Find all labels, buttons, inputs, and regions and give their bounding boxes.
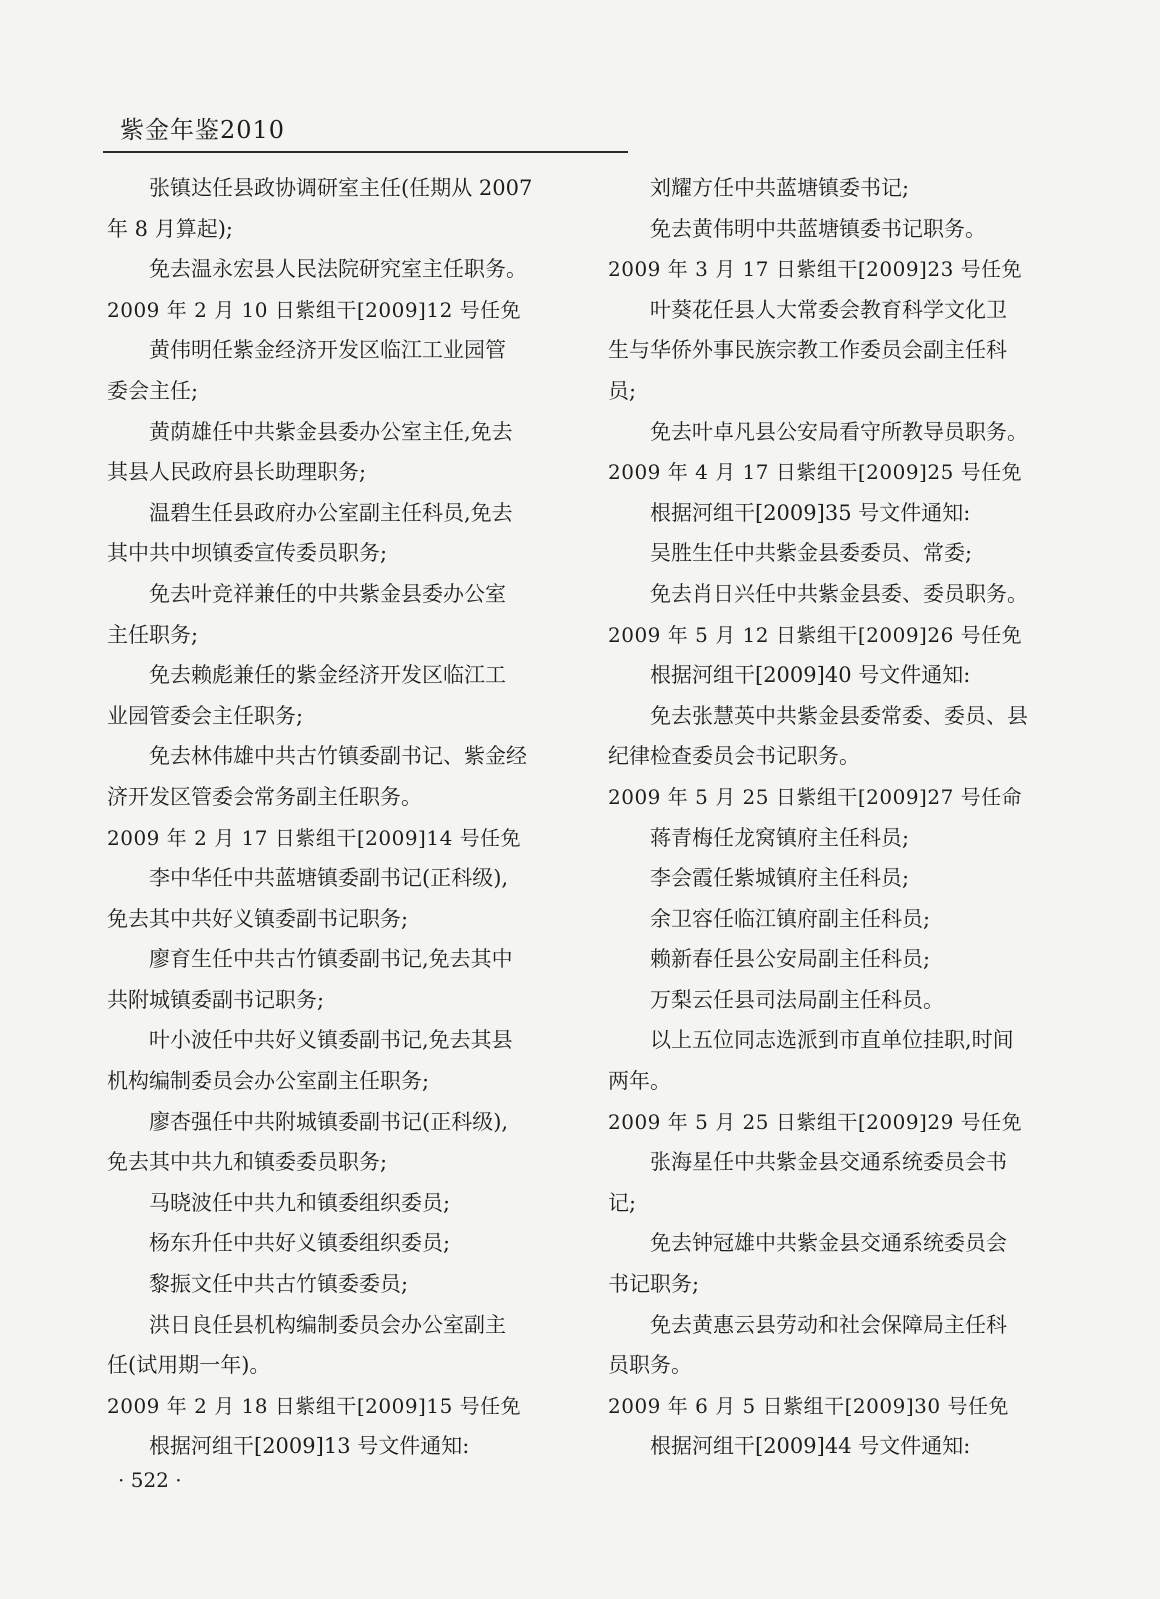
text-line: 叶小波任中共好义镇委副书记,免去其县 [149,1028,513,1053]
text-line: 免去钟冠雄中共紫金县交通系统委员会 [650,1231,1007,1256]
paragraph [608,655,1068,696]
text-line: 济开发区管委会常务副主任职务。 [107,784,422,809]
text-line: 共附城镇委副书记职务; [107,987,325,1012]
text-line: 李中华任中共蓝塘镇委副书记(正科级), [149,866,509,891]
page-header-title: 紫金年鉴2010 [120,116,286,144]
text-line: 免去黄伟明中共蓝塘镇委书记职务。 [650,216,986,241]
text-line: 赖新春任县公安局副主任科员; [650,947,931,972]
text-line: 吴胜生任中共紫金县委委员、常委; [650,541,973,566]
paragraph [107,1426,562,1467]
text-line: 免去肖日兴任中共紫金县委、委员职务。 [650,581,1028,606]
paragraph [608,209,1068,250]
appointment-notice-heading: 2009 年 2 月 17 日紫组干[2009]14 号任免 [107,825,522,850]
appointment-notice-heading: 2009 年 5 月 25 日紫组干[2009]29 号任免 [608,1109,1023,1134]
right-column [608,168,1068,1467]
appointment-notice-heading: 2009 年 6 月 5 日紫组干[2009]30 号任免 [608,1393,1009,1418]
paragraph [608,1223,1068,1304]
text-line: 蒋青梅任龙窝镇府主任科员; [650,825,910,850]
paragraph [608,1305,1068,1386]
paragraph [608,858,1068,899]
text-line: 委会主任; [107,378,199,403]
text-line: 张镇达任县政协调研室主任(任期从 2007 [149,176,533,200]
text-line: 生与华侨外事民族宗教工作委员会副主任科 [608,338,1007,363]
page-number: · 522 · [118,1468,182,1492]
paragraph [608,168,1068,209]
text-line: 免去赖彪兼任的紫金经济开发区临江工 [149,663,506,688]
text-line: 员; [608,378,637,403]
paragraph [608,290,1068,412]
text-line: 叶葵花任县人大常委会教育科学文化卫 [650,297,1007,322]
text-line: 马晓波任中共九和镇委组织委员; [149,1190,451,1215]
header-rule [103,151,628,153]
text-line: 免去温永宏县人民法院研究室主任职务。 [149,257,527,282]
text-line: 根据河组干[2009]44 号文件通知: [650,1434,971,1459]
text-line: 杨东升任中共好义镇委组织委员; [149,1231,451,1256]
paragraph [107,1223,562,1264]
text-line: 员职务。 [608,1353,692,1378]
text-line: 年 8 月算起); [107,216,233,241]
text-line: 万梨云任县司法局副主任科员。 [650,987,944,1012]
paragraph [608,533,1068,574]
paragraph [107,168,562,249]
text-line: 黄荫雄任中共紫金县委办公室主任,免去 [149,419,513,444]
paragraph [107,1102,562,1183]
paragraph [107,1264,562,1305]
text-line: 李会霞任紫城镇府主任科员; [650,866,910,891]
text-line: 纪律检查委员会书记职务。 [608,744,860,769]
text-line: 免去其中共好义镇委副书记职务; [107,906,409,931]
paragraph [608,696,1068,777]
paragraph [107,939,562,1020]
appointment-notice-heading: 2009 年 2 月 10 日紫组干[2009]12 号任免 [107,297,522,322]
paragraph [608,1020,1068,1101]
text-line: 书记职务; [608,1272,700,1297]
text-line: 黄伟明任紫金经济开发区临江工业园管 [149,338,506,363]
text-line: 记; [608,1190,637,1215]
paragraph [608,1142,1068,1223]
text-line: 张海星任中共紫金县交通系统委员会书 [650,1150,1007,1175]
paragraph [608,1426,1068,1467]
text-line: 廖杏强任中共附城镇委副书记(正科级), [149,1109,509,1134]
paragraph [107,574,562,655]
text-line: 温碧生任县政府办公室副主任科员,免去 [149,500,513,525]
text-line: 免去其中共九和镇委委员职务; [107,1150,388,1175]
text-line: 刘耀方任中共蓝塘镇委书记; [650,176,910,200]
paragraph [107,493,562,574]
text-line: 根据河组干[2009]35 号文件通知: [650,500,971,525]
paragraph [107,1183,562,1224]
paragraph [608,412,1068,453]
text-line: 机构编制委员会办公室副主任职务; [107,1069,430,1094]
paragraph [608,939,1068,980]
text-line: 根据河组干[2009]13 号文件通知: [149,1434,470,1459]
paragraph [608,899,1068,940]
paragraph [107,655,562,736]
paragraph [107,330,562,411]
text-line: 免去林伟雄中共古竹镇委副书记、紫金经 [149,744,527,769]
text-line: 免去张慧英中共紫金县委常委、委员、县 [650,703,1028,728]
text-line: 任(试用期一年)。 [107,1353,271,1378]
text-line: 余卫容任临江镇府副主任科员; [650,906,931,931]
text-line: 以上五位同志选派到市直单位挂职,时间 [650,1028,1014,1053]
text-line: 免去黄惠云县劳动和社会保障局主任科 [650,1312,1007,1337]
text-line: 免去叶竞祥兼任的中共紫金县委办公室 [149,581,506,606]
paragraph [608,818,1068,859]
text-line: 根据河组干[2009]40 号文件通知: [650,663,971,688]
text-line: 免去叶卓凡县公安局看守所教导员职务。 [650,419,1028,444]
paragraph [107,1305,562,1386]
text-line: 洪日良任县机构编制委员会办公室副主 [149,1312,506,1337]
text-line: 其县人民政府县长助理职务; [107,460,367,485]
paragraph [107,249,562,290]
paragraph [107,412,562,493]
appointment-notice-heading: 2009 年 2 月 18 日紫组干[2009]15 号任免 [107,1393,522,1418]
text-line: 廖育生任中共古竹镇委副书记,免去其中 [149,947,513,972]
paragraph [107,736,562,817]
paragraph [107,1020,562,1101]
paragraph [608,980,1068,1021]
paragraph [608,493,1068,534]
text-line: 其中共中坝镇委宣传委员职务; [107,541,388,566]
paragraph [608,574,1068,615]
appointment-notice-heading: 2009 年 4 月 17 日紫组干[2009]25 号任免 [608,460,1023,485]
text-line: 主任职务; [107,622,199,647]
paragraph [107,858,562,939]
left-column [107,168,562,1467]
text-line: 业园管委会主任职务; [107,703,304,728]
appointment-notice-heading: 2009 年 3 月 17 日紫组干[2009]23 号任免 [608,257,1023,282]
appointment-notice-heading: 2009 年 5 月 12 日紫组干[2009]26 号任免 [608,622,1023,647]
appointment-notice-heading: 2009 年 5 月 25 日紫组干[2009]27 号任命 [608,784,1023,809]
text-line: 黎振文任中共古竹镇委委员; [149,1272,409,1297]
text-line: 两年。 [608,1069,671,1094]
